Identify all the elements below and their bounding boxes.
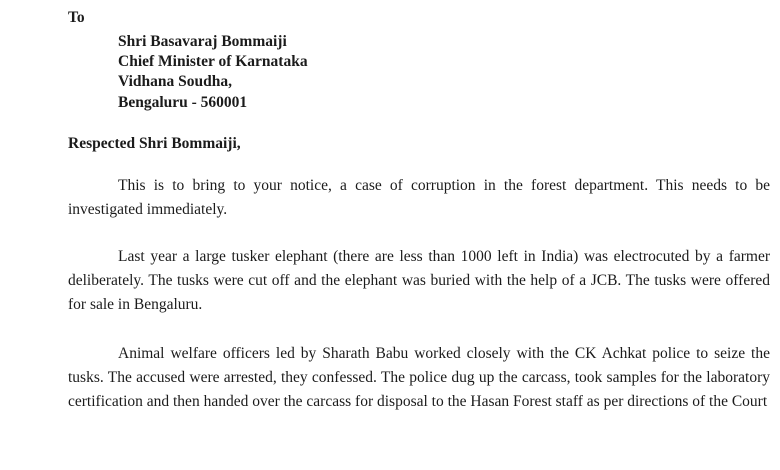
paragraph-2 xyxy=(68,245,770,317)
address-line-city: Bengaluru - 560001 xyxy=(118,94,248,111)
salutation: Respected Shri Bommaiji, xyxy=(68,135,241,152)
paragraph-2-text: Last year a large tusker elephant (there are less than 1000 left in India) was electrocuted by a farmer deliberately. The tusks were cut off and the elephant was buried with the help of a JCB. The tusks were offered for sale in Bengaluru. xyxy=(68,248,770,313)
address-line-title: Chief Minister of Karnataka xyxy=(118,53,308,70)
to-label: To xyxy=(68,9,85,26)
paragraph-3 xyxy=(68,342,770,414)
address-line-name: Shri Basavaraj Bommaiji xyxy=(118,33,287,50)
paragraph-1 xyxy=(68,174,770,222)
paragraph-1-text: This is to bring to your notice, a case of corruption in the forest department. This needs to be investigated immediately. xyxy=(68,177,770,218)
address-line-building: Vidhana Soudha, xyxy=(118,73,233,90)
paragraph-3-text: Animal welfare officers led by Sharath Babu worked closely with the CK Achkat police to seize the tusks. The accused were arrested, they confessed. The police dug up the carcass, took samples for the laboratory certification and then handed over the carcass for disposal to the Hasan Forest staff as per directions of the Court xyxy=(68,345,770,410)
